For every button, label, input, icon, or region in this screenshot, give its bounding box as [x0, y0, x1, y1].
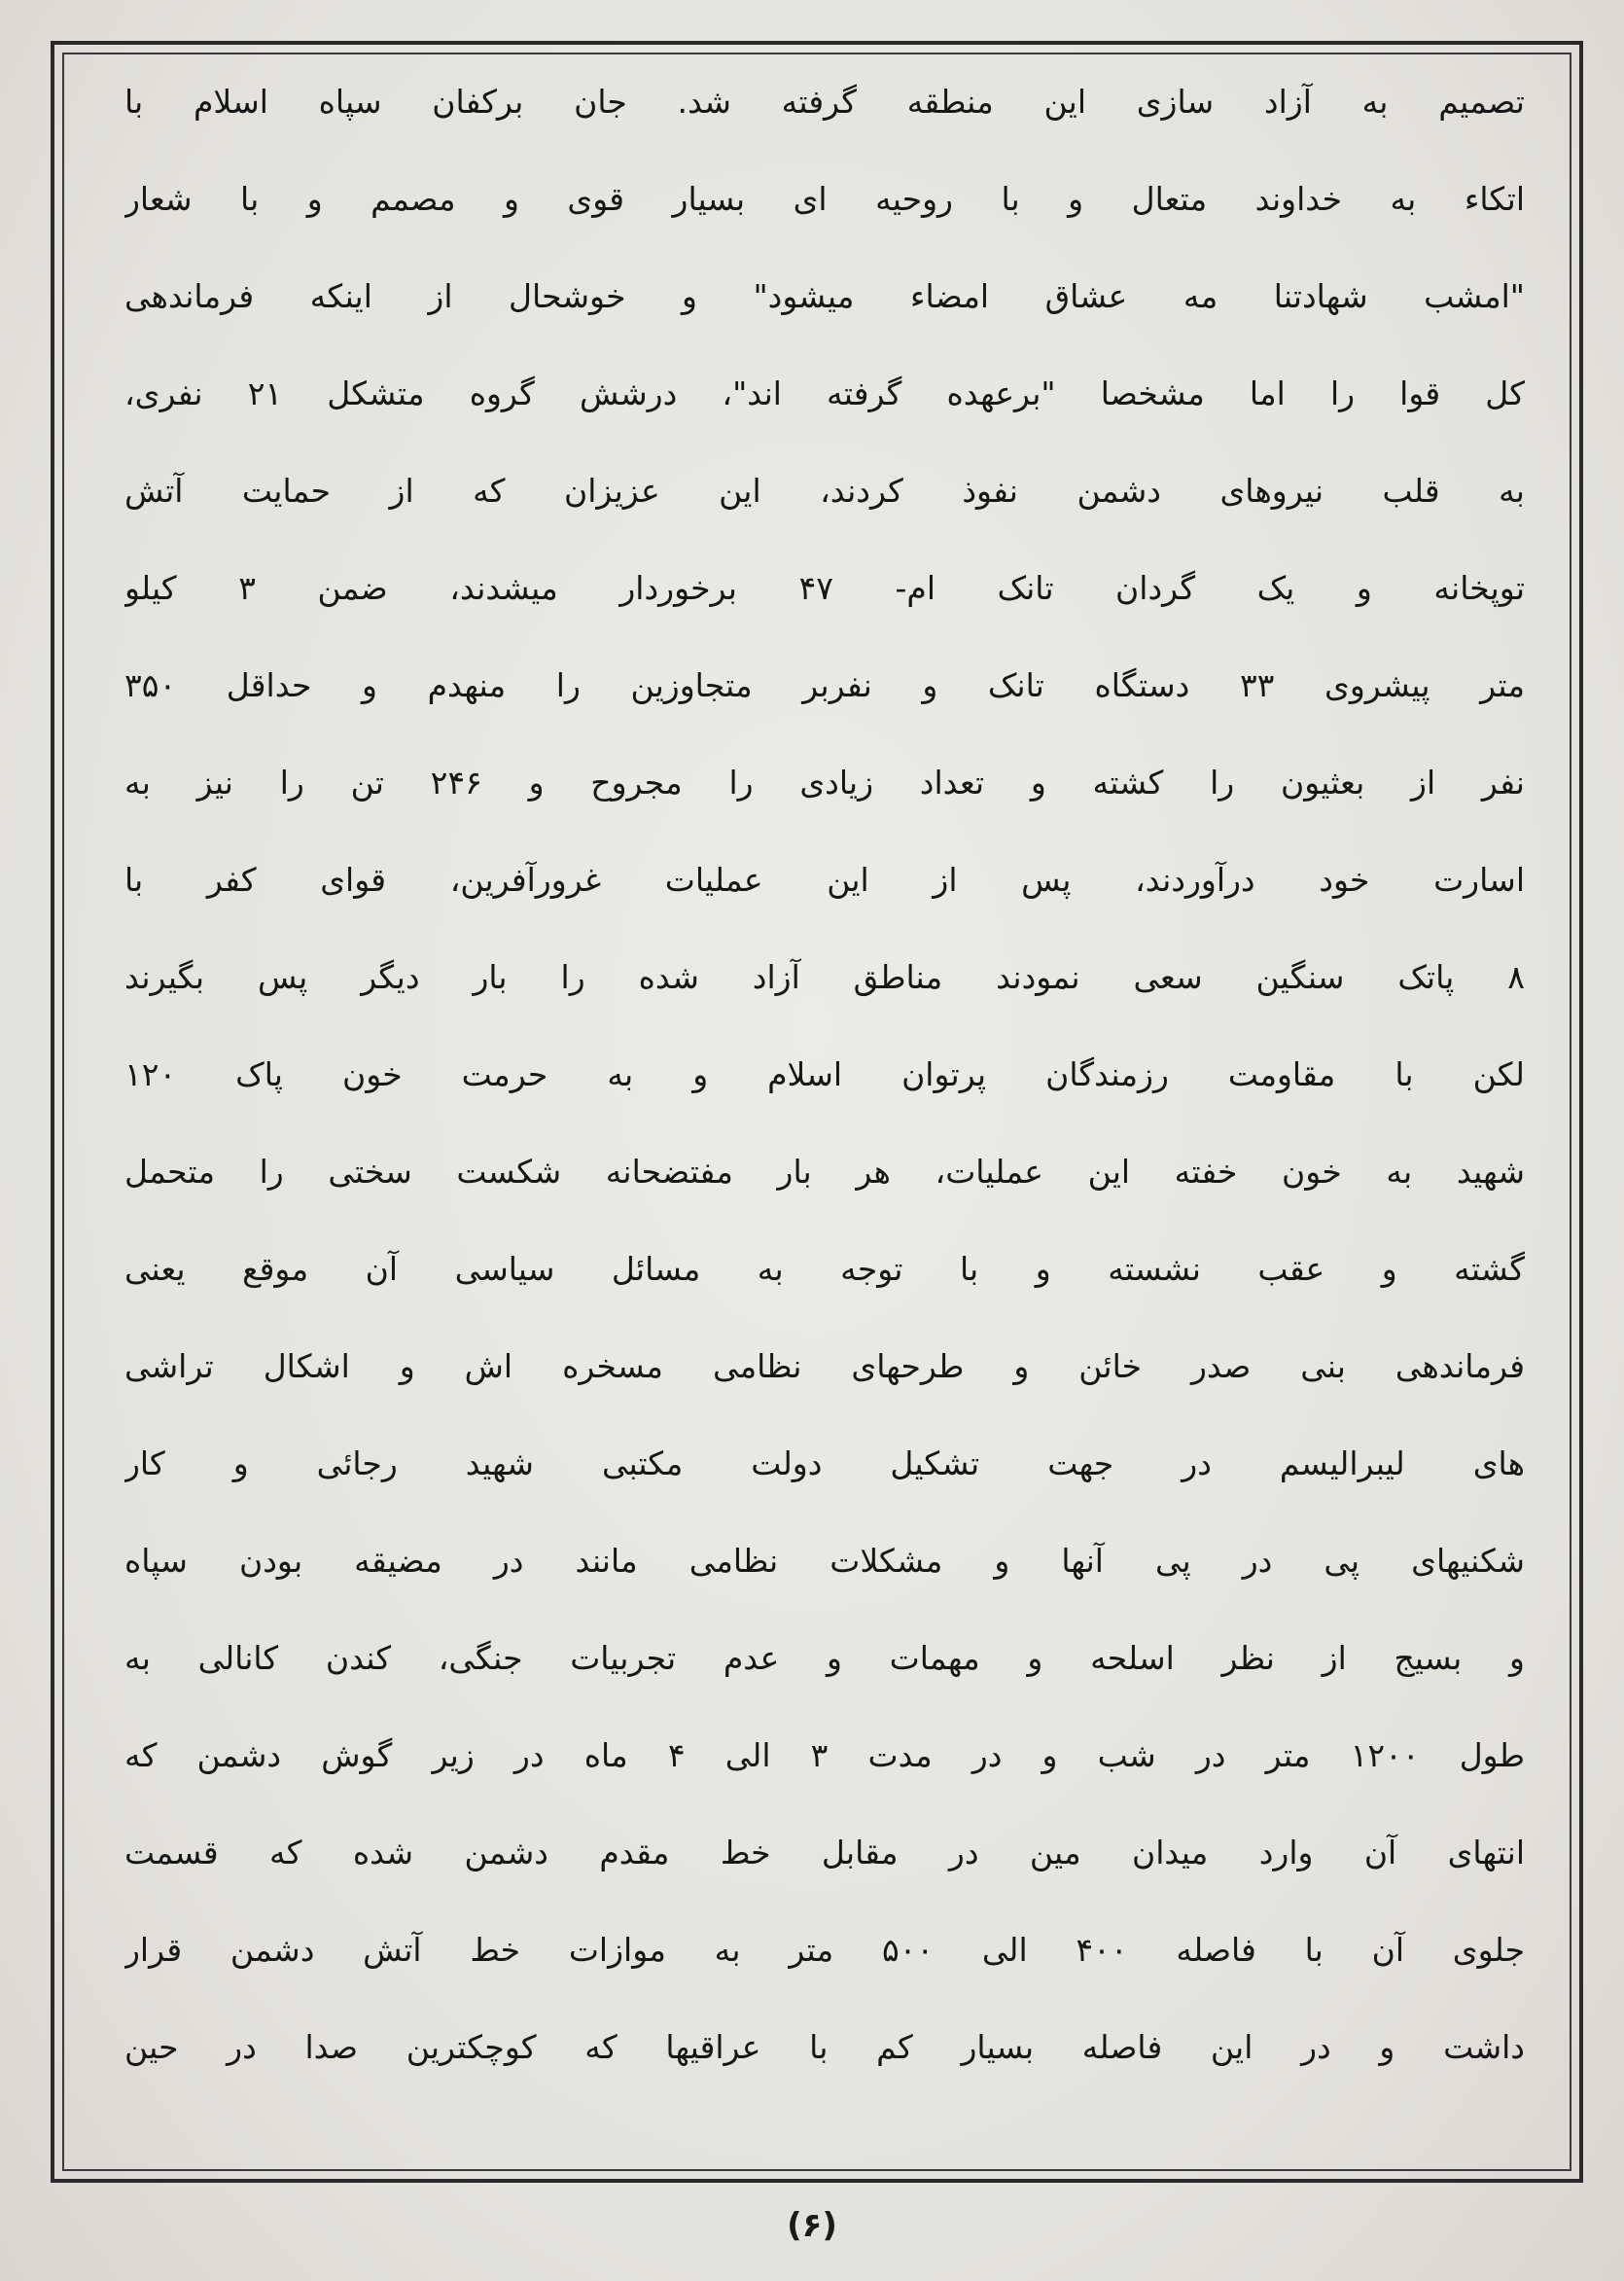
text-line: اتکاء به خداوند متعال و با روحیه ای بسیار قوی و مصمم و با شعار	[124, 180, 1525, 218]
text-line: "امشب شهادتنا مه عشاق امضاء میشود" و خوشحال از اینکه فرماندهی	[124, 277, 1525, 315]
text-line: و بسیج از نظر اسلحه و مهمات و عدم تجربیات جنگی، کندن کانالی به	[124, 1639, 1525, 1677]
text-line: داشت و در این فاصله بسیار کم با عراقیها که کوچکترین صدا در حین	[124, 2028, 1525, 2066]
text-line: فرماندهی بنی صدر خائن و طرحهای نظامی مسخره اش و اشکال تراشی	[124, 1347, 1525, 1385]
text-line: انتهای آن وارد میدان مین در مقابل خط مقدم دشمن شده که قسمت	[124, 1834, 1525, 1871]
text-line: شهید به خون خفته این عملیات، هر بار مفتضحانه شکست سختی را متحمل	[124, 1153, 1525, 1191]
text-line: کل قوا را اما مشخصا "برعهده گرفته اند"، درشش گروه متشکل ۲۱ نفری،	[124, 374, 1525, 412]
text-line: لکن با مقاومت رزمندگان پرتوان اسلام و به حرمت خون پاک ۱۲۰	[124, 1055, 1525, 1093]
text-line: تصمیم به آزاد سازی این منطقه گرفته شد. جان برکفان سپاه اسلام با	[124, 83, 1525, 121]
body-text	[124, 58, 1525, 2140]
text-line: نفر از بعثیون را کشته و تعداد زیادی را مجروح و ۲۴۶ تن را نیز به	[124, 764, 1525, 802]
text-line: های لیبرالیسم در جهت تشکیل دولت مکتبی شهید رجائی و کار	[124, 1444, 1525, 1482]
text-line: شکنیهای پی در پی آنها و مشکلات نظامی مانند در مضیقه بودن سپاه	[124, 1542, 1525, 1580]
text-line: طول ۱۲۰۰ متر در شب و در مدت ۳ الی ۴ ماه در زیر گوش دشمن که	[124, 1736, 1525, 1774]
text-line: متر پیشروی ۳۳ دستگاه تانک و نفربر متجاوزین را منهدم و حداقل ۳۵۰	[124, 666, 1525, 704]
page-number: (۶)	[787, 2206, 837, 2245]
text-line: به قلب نیروهای دشمن نفوذ کردند، این عزیزان که از حمایت آتش	[124, 472, 1525, 510]
text-line: جلوی آن با فاصله ۴۰۰ الی ۵۰۰ متر به موازات خط آتش دشمن قرار	[124, 1931, 1525, 1969]
text-line: توپخانه و یک گردان تانک ام- ۴۷ برخوردار میشدند، ضمن ۳ کیلو	[124, 569, 1525, 607]
text-line: ۸ پاتک سنگین سعی نمودند مناطق آزاد شده را بار دیگر پس بگیرند	[124, 958, 1525, 996]
text-line: گشته و عقب نشسته و با توجه به مسائل سیاسی آن موقع یعنی	[124, 1250, 1525, 1288]
text-line: اسارت خود درآوردند، پس از این عملیات غرورآفرین، قوای کفر با	[124, 861, 1525, 899]
